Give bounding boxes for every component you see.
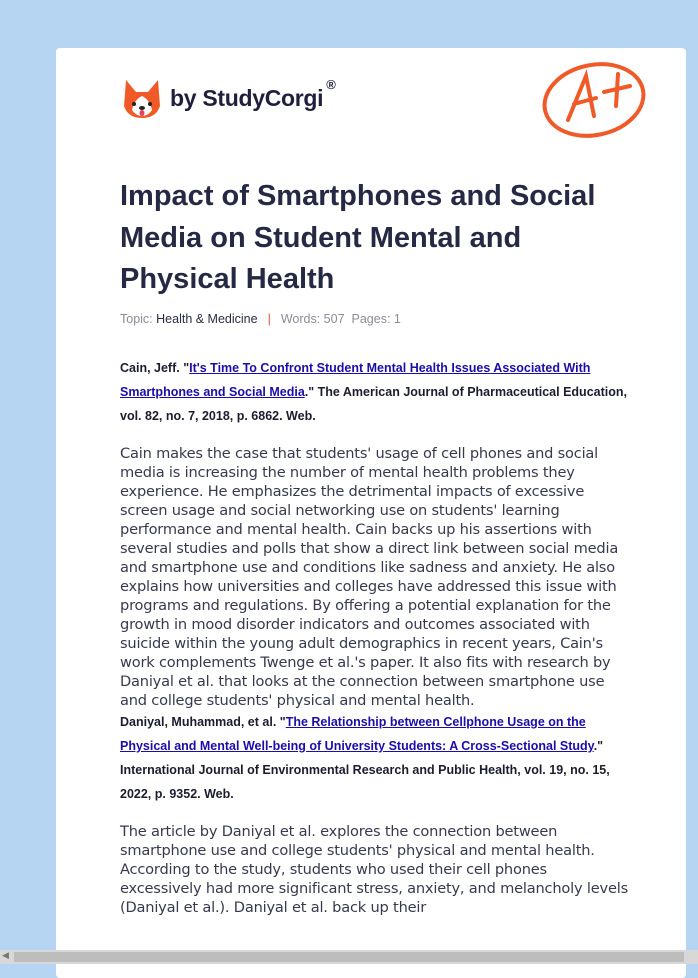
- document-page: [56, 48, 686, 978]
- brand-name: by StudyCorgi®: [170, 76, 336, 111]
- a-plus-grade-icon: [538, 58, 650, 140]
- citation: Cain, Jeff. "It's Time To Confront Student Mental Health Issues Associated With Smartphones and Social Media." The American Journal of Pharmaceutical Education, vol. 82, no. 7, 2018, p. 6862. Web.: [120, 361, 627, 423]
- scrollbar-thumb[interactable]: [14, 952, 684, 962]
- corgi-icon: [122, 76, 162, 120]
- document-body: [120, 356, 632, 917]
- citation-link[interactable]: It's Time To Confront Student Mental Health Issues Associated With Smartphones and Social Media: [120, 361, 591, 399]
- citation-link[interactable]: The Relationship between Cellphone Usage on the Physical and Mental Well-being of University Students: A Cross-Sectional Study: [120, 715, 594, 753]
- studycorgi-logo[interactable]: [122, 76, 336, 120]
- scroll-left-icon[interactable]: ◀: [2, 951, 9, 961]
- annotation-paragraph: Cain makes the case that students' usage of cell phones and social media is increasing the number of mental health problems they experience. He emphasizes the detrimental impacts of excessive screen usage and social networking use on students' learning performance and mental health. Cain backs up his assertions with several studies and polls that show a direct link between social media and smartphone use and conditions like sadness and anxiety. He also explains how universities and colleges have addressed this issue with programs and regulations. By offering a potential explanation for the growth in mood disorder indicators and outcomes associated with suicide within the young adult demographics in recent years, Cain's work complements Twenge et al.'s paper. It also fits with research by Daniyal et al. that looks at the connection between smartphone use and college students' physical and mental health.: [120, 445, 619, 709]
- meta-info: Topic: Health & Medicine | Words: 507 Pages: 1: [120, 312, 401, 326]
- horizontal-scrollbar[interactable]: [0, 950, 698, 964]
- citation: Daniyal, Muhammad, et al. "The Relationship between Cellphone Usage on the Physical and Mental Well-being of University Students: A Cross-Sectional Study." International Journal of Environmental Research and Public Health, vol. 19, no. 15, 2022, p. 9352. Web.: [120, 715, 610, 801]
- page-title: Impact of Smartphones and Social Media on Student Mental and Physical Health: [120, 180, 596, 295]
- annotation-paragraph: The article by Daniyal et al. explores the connection between smartphone use and college students' physical and mental health. According to the study, students who used their cell phones excessively had more significant stress, anxiety, and melancholy levels (Daniyal et al.). Daniyal et al. back up their: [120, 823, 628, 916]
- topic-link[interactable]: Health & Medicine: [156, 312, 258, 326]
